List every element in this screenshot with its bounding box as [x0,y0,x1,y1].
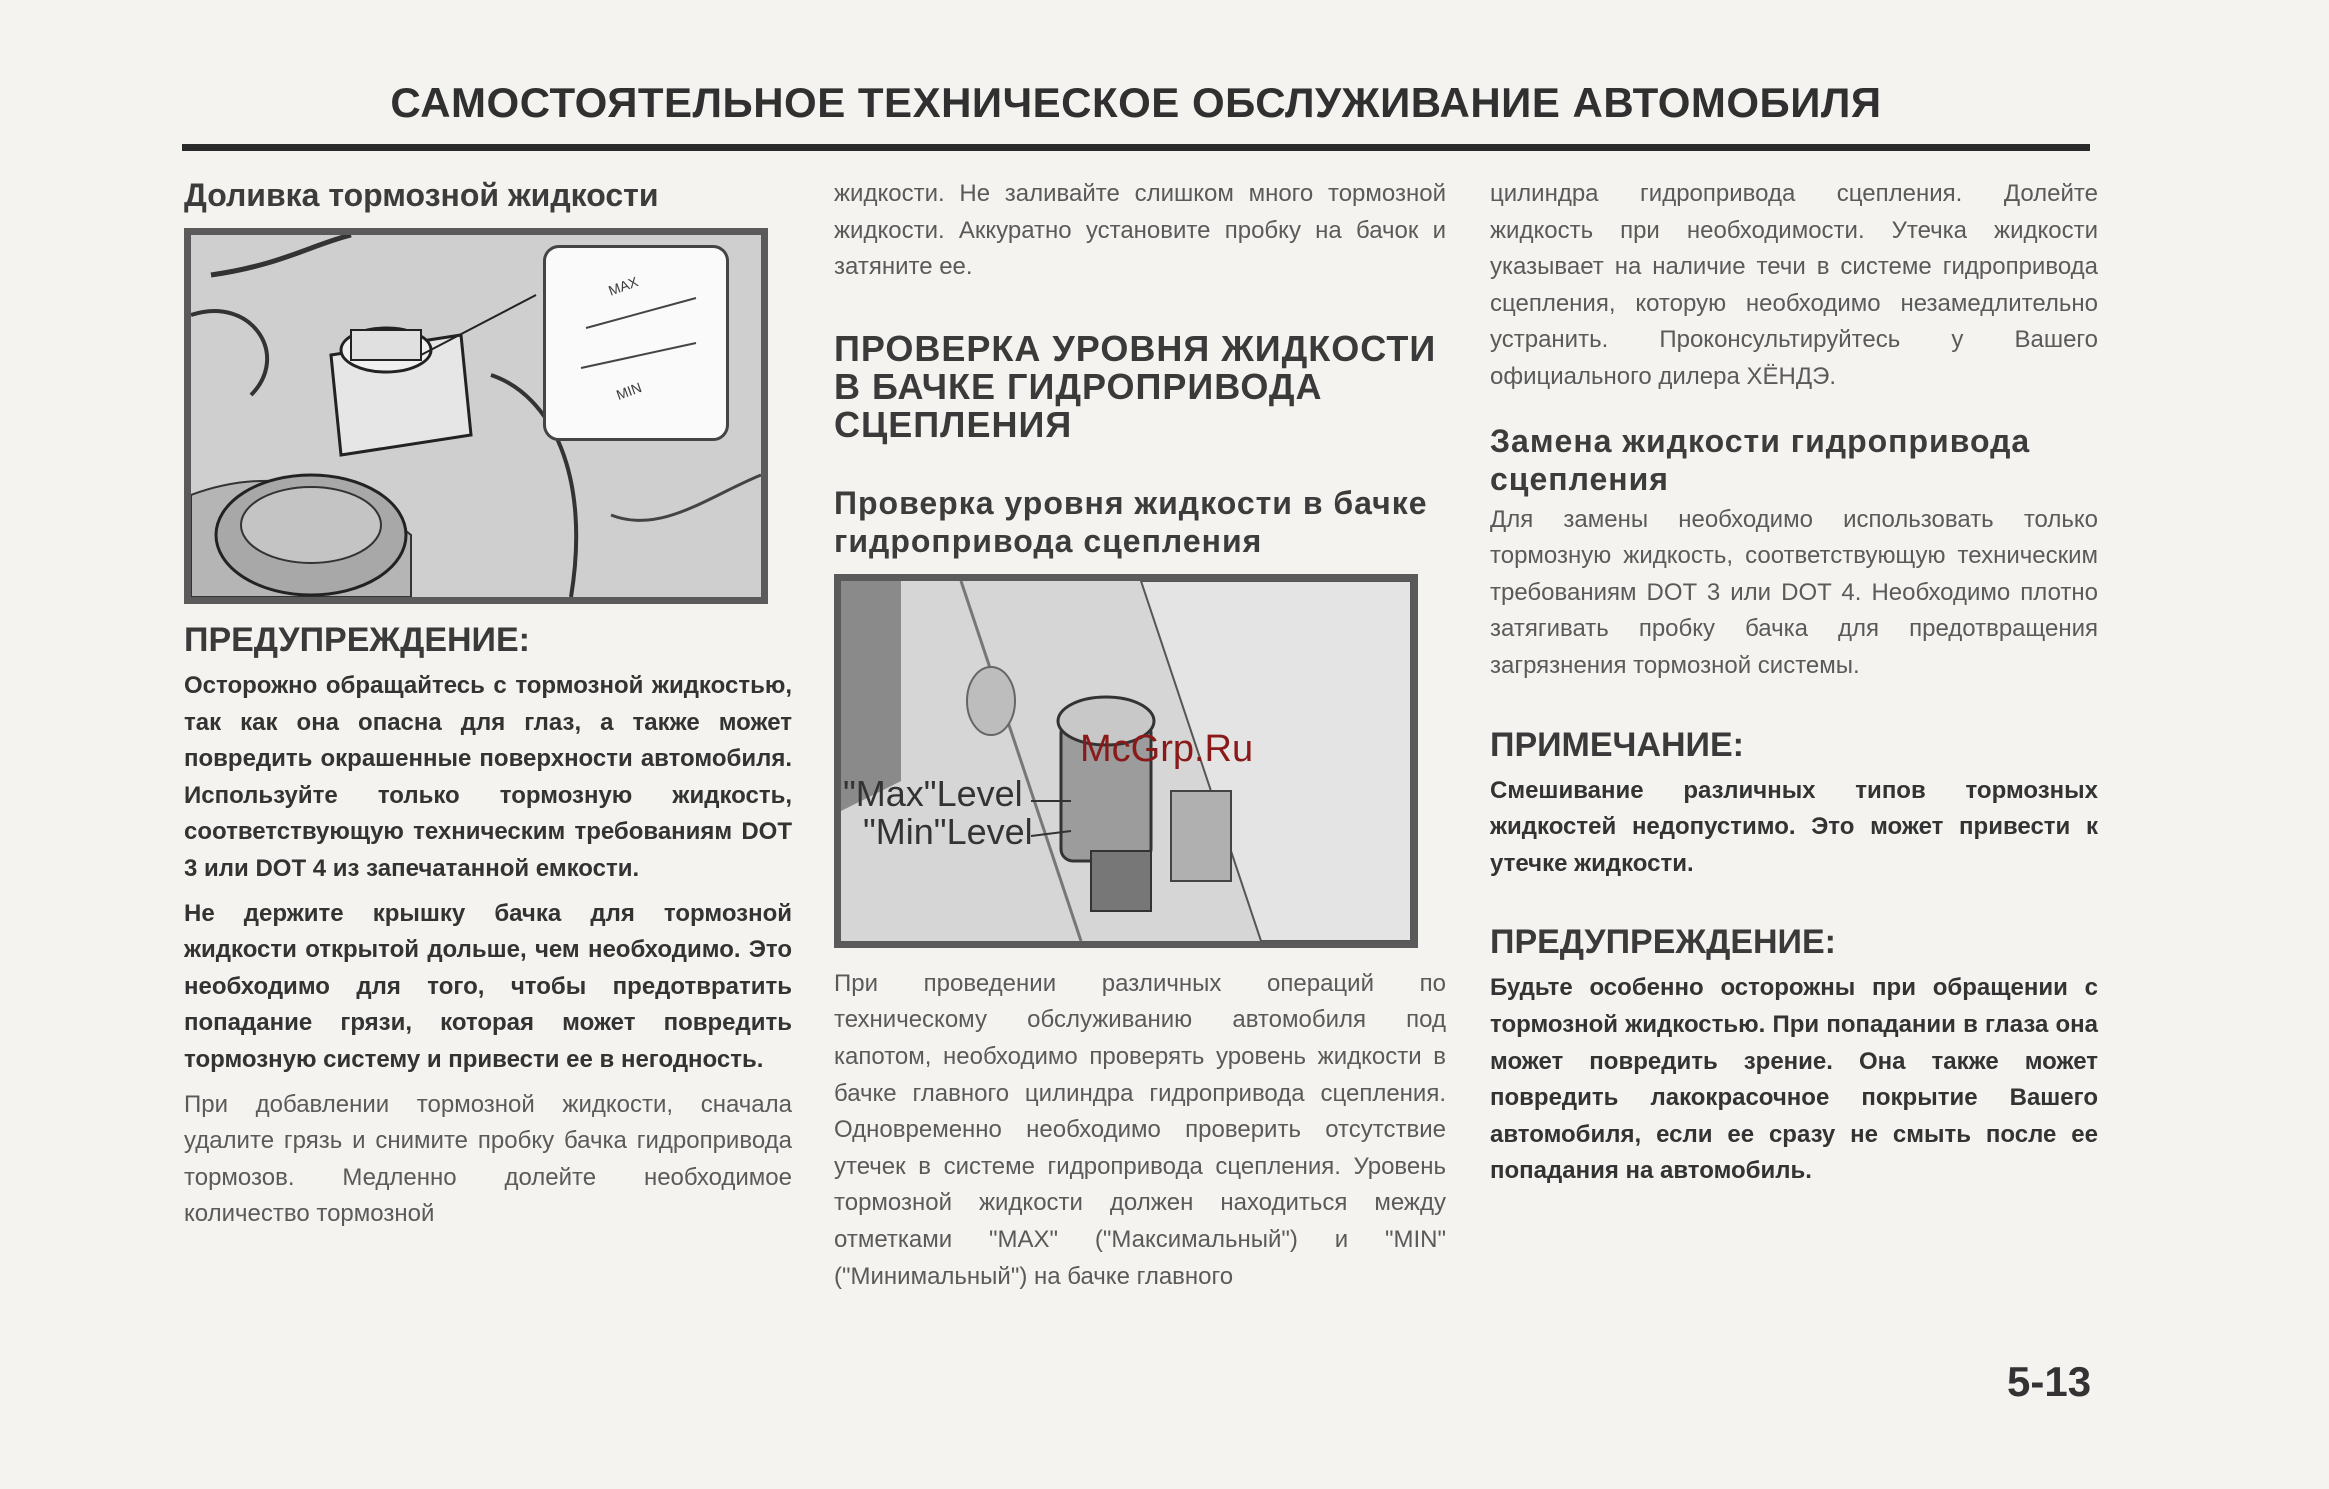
column-1 [184,176,792,1233]
note-title: ПРИМЕЧАНИЕ: [1490,725,1744,764]
max-level-label: "Max"Level [843,772,1023,814]
brake-reservoir-illustration [184,228,768,604]
min-mark-label: MIN [614,379,644,403]
heading-clutch-fluid-replace: Замена жидкости гидропривода сцепления [1490,422,2031,497]
level-marks-callout [543,245,729,441]
warning-title-2: ПРЕДУПРЕЖДЕНИЕ: [1490,923,1836,962]
column-3 [1490,176,2098,1190]
warning-text-2: Будьте особенно осторожны при обращении с тормозной жидкостью. При попадании в глаза она может повредить зрение. Она также может повредить лакокрасочное покрытие Вашего автомобиля, если ее сразу не смыть после ее попадания на автомобиль. [1490,974,2098,1185]
max-mark-label: MAX [606,273,641,299]
note-text: Смешивание различных типов тормозных жидкостей недопустимо. Это может привести к утечке жидкости. [1490,776,2098,877]
clutch-replace-instructions: Для замены необходимо использовать только тормозную жидкость, соответствующую техническим требованиям DOT 3 или DOT 4. Необходимо плотно затягивать пробку бачка для предотвращения загрязнения тормозной системы. [1490,505,2098,679]
page-number: 5-13 [2007,1358,2092,1405]
page-header [182,74,2090,151]
warning-title-1: ПРЕДУПРЕЖДЕНИЕ: [184,621,530,659]
min-level-label: "Min"Level [863,810,1033,852]
watermark: McGrp.Ru [1080,728,1254,770]
warning-text-1b: Не держите крышку бачка для тормозной жидкости открытой дольше, чем необходимо. Это необходимо для того, чтобы предотвратить попадание грязи, которая может повредить тормозную систему и привести ее в негодность. [184,899,792,1073]
topup-instructions: При добавлении тормозной жидкости, сначала удалите грязь и снимите пробку бачка гидропривода тормозов. Медленно долейте необходимое количество тормозной [184,1090,792,1228]
topup-instructions-cont: жидкости. Не заливайте слишком много тормозной жидкости. Аккуратно установите пробку на бачок и затяните ее. [834,180,1446,281]
warning-text-1a: Осторожно обращайтесь с тормозной жидкостью, так как она опасна для глаз, а также может повредить окрашенные поверхности автомобиля. Используйте только тормозную жидкость, соответствующую техническим требованиям DOT 3 или DOT 4 из запечатанной емкости. [184,672,792,882]
clutch-check-instructions-cont: цилиндра гидропривода сцепления. Долейте жидкость при необходимости. Утечка жидкости указывает на наличие течи в системе гидропривода сцепления, которую необходимо незамедлительно устранить. Проконсультируйтесь у Вашего официального дилера ХЁНДЭ. [1490,180,2098,390]
clutch-check-instructions: При проведении различных операций по техническому обслуживанию автомобиля под капотом, необходимо проверять уровень жидкости в бачке главного цилиндра гидропривода сцепления. Одновременно необходимо проверить отсутствие утечек в системе гидропривода сцепления. Уровень тормозной жидкости должен находиться между отметками "MAX" ("Максимальный") и "MIN" ("Минимальный") на бачке главного [834,969,1446,1290]
heading-brake-fluid-topup: Доливка тормозной жидкости [184,177,659,213]
page-title: САМОСТОЯТЕЛЬНОЕ ТЕХНИЧЕСКОЕ ОБСЛУЖИВАНИЕ АВТОМОБИЛЯ [390,79,1882,126]
section-title-clutch-check: ПРОВЕРКА УРОВНЯ ЖИДКОСТИ В БАЧКЕ ГИДРОПРИВОДА СЦЕПЛЕНИЯ [834,327,1437,445]
heading-clutch-level-check: Проверка уровня жидкости в бачке гидропривода сцепления [834,484,1428,559]
